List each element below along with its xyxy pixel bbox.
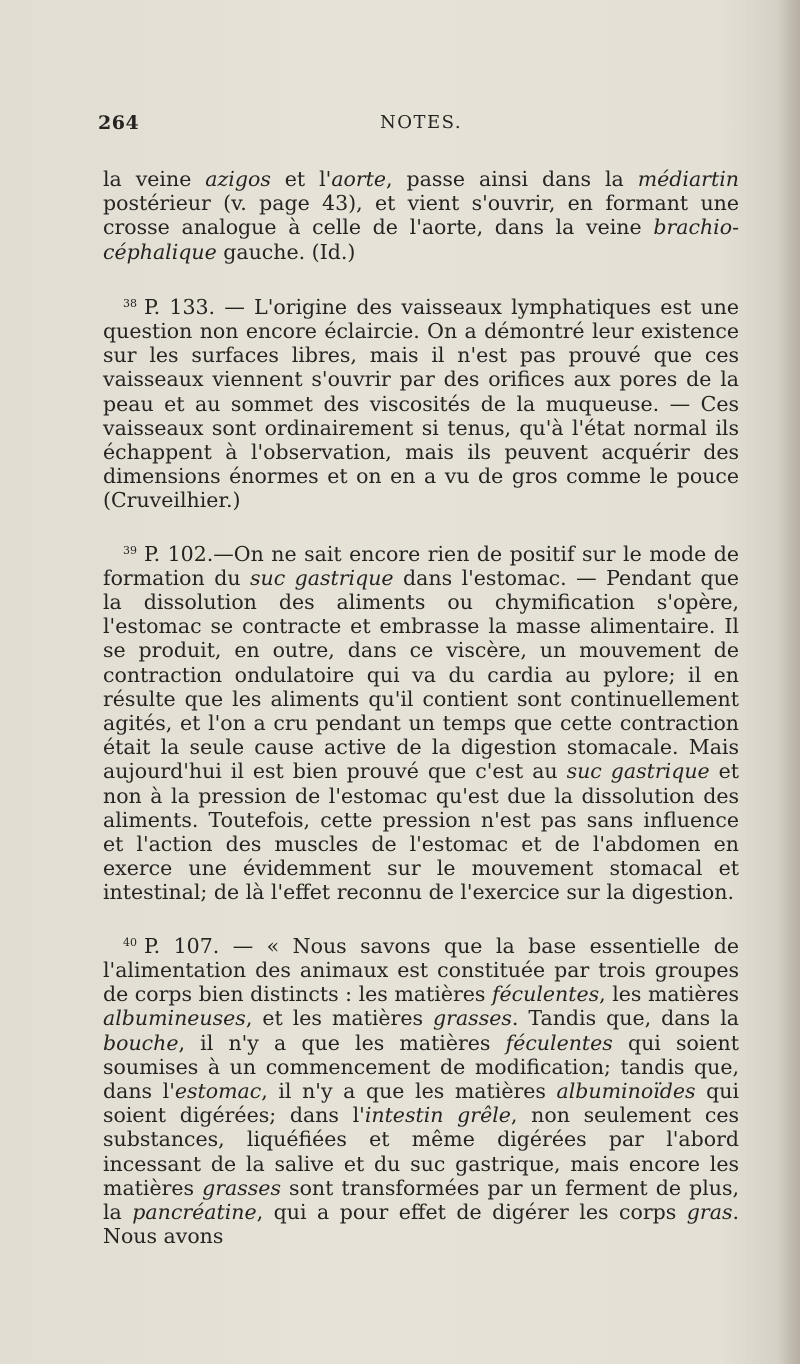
note-text: dans l'estomac. — Pendant que la dissolution des aliments ou chymification s'opère, l'estomac se contracte et embrasse la masse alimentaire. Il se produit, en outre, dans ce viscère, un mouvement de contraction ondulatoire qui va du cardia au pylore; il en résulte que les aliments qu'il contient sont continuellement agités, et l'on a cru pendant un temps que cette contraction était la seule cause active de la digestion stomacale. Mais aujourd'hui il est bien prouvé que c'est au <box>103 565 739 784</box>
note-text: , passe ainsi dans la <box>386 167 638 191</box>
note-continuation <box>103 167 739 264</box>
italic-term: féculentes <box>491 982 600 1007</box>
page-number: 264 <box>98 112 140 134</box>
italic-term: bouche <box>103 1030 179 1055</box>
italic-term: aorte <box>331 167 387 191</box>
italic-term: suc gastrique <box>249 565 394 590</box>
notes-body <box>103 167 739 1274</box>
note-text: qui soient digérées; dans l' <box>103 1078 739 1128</box>
italic-term: albumineuses <box>103 1006 246 1031</box>
note-text: , et les matières <box>245 1006 434 1031</box>
italic-term: grasses <box>433 1006 512 1031</box>
note-text: . Nous avons <box>103 1199 739 1249</box>
italic-term: grasses <box>202 1175 281 1200</box>
note-text: , les matières <box>599 982 739 1007</box>
note-text: P. 102.—On ne sait encore rien de positif sur le mode de formation du <box>103 541 739 590</box>
italic-term: féculentes <box>505 1030 613 1055</box>
note-40 <box>103 931 739 1249</box>
page-header <box>98 112 738 142</box>
italic-term: gras <box>686 1199 733 1224</box>
italic-term: azigos <box>205 167 271 191</box>
note-text: P. 107. — « Nous savons que la base essentielle de l'alimentation des animaux est constituée par trois groupes de corps bien distincts : les matières <box>103 933 739 1007</box>
note-38 <box>103 292 739 513</box>
note-text: , il n'y a que les matières <box>261 1078 557 1103</box>
italic-term: estomac <box>174 1078 262 1103</box>
italic-term: intestin grêle <box>364 1103 511 1128</box>
italic-term: suc gastrique <box>566 759 710 784</box>
note-number: 38 <box>123 296 137 310</box>
running-head: NOTES. <box>380 112 463 133</box>
note-number: 40 <box>123 935 137 949</box>
note-text: qui soient soumises à un commencement de modification; tandis que, dans l' <box>103 1030 739 1103</box>
italic-term: pancréatine <box>132 1199 257 1224</box>
note-text: sont transformées par un ferment de plus, la <box>103 1175 739 1224</box>
note-text: P. 133. — L'origine des vaisseaux lymphatiques est une question non encore éclaircie. On a démontré leur existence sur les surfaces libres, mais il n'est pas prouvé que ces vaisseaux viennent s'ouvrir par des orifices aux pores de la peau et au sommet des viscosités de la muqueuse. — Ces vaisseaux sont ordinairement si tenus, qu'à l'état normal ils échappent à l'observation, mais ils peuvent acquérir des dimensions énormes et on en a vu de gros comme le pouce (Cruveilhier.) <box>103 294 739 513</box>
note-text: , il n'y a que les matières <box>178 1030 506 1055</box>
note-text: gauche. (Id.) <box>216 239 356 264</box>
italic-term: médiartin <box>637 167 739 191</box>
page-edge-shadow <box>778 0 800 1364</box>
note-text: la veine <box>103 167 206 191</box>
note-text: postérieur (v. page 43), et vient s'ouvrir, en formant une crosse analogue à celle de l'aorte, dans la veine <box>103 191 739 240</box>
note-text: et non à la pression de l'estomac qu'est due la dissolution des aliments. Toutefois, cette pression n'est pas sans influence et l'action des muscles de l'estomac et de l'abdomen en exerce une évidemment sur le mouvement stomacal et intestinal; de là l'effet reconnu de l'exercice sur la digestion. <box>103 759 739 905</box>
italic-term: brachio-céphalique <box>103 215 739 264</box>
note-number: 39 <box>123 543 137 557</box>
note-39 <box>103 539 739 905</box>
note-text: et l' <box>270 167 332 191</box>
note-text: . Tandis que, dans la <box>511 1006 739 1031</box>
italic-term: albuminoïdes <box>556 1078 696 1103</box>
note-text: , qui a pour effet de digérer les corps <box>256 1199 687 1224</box>
note-text: , non seulement ces substances, liquéfiées et même digérées par l'abord incessant de la salive et du suc gastrique, mais encore les matières <box>103 1103 739 1200</box>
